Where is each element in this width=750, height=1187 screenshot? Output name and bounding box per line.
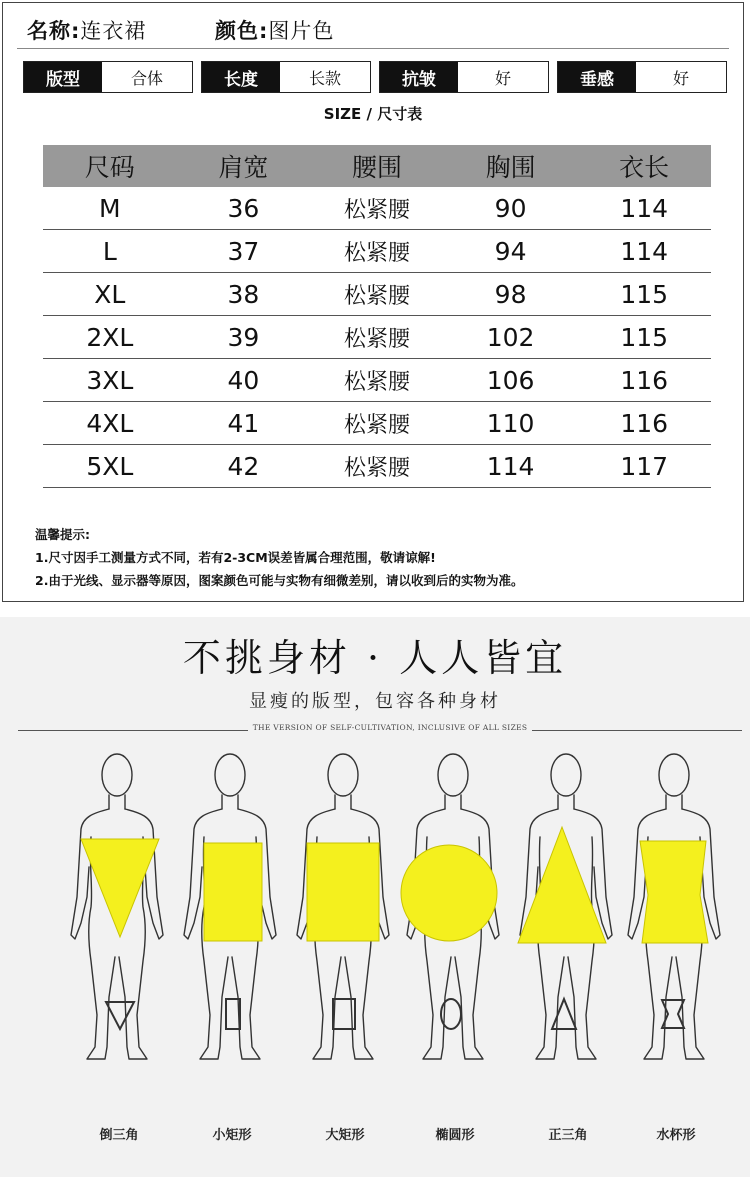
col-waist: 腰围 <box>351 153 402 182</box>
figure-label: 水杯形 <box>656 1128 696 1143</box>
col-shoulder: 肩宽 <box>218 153 269 182</box>
product-color-key: 颜色: <box>215 19 269 43</box>
neck-outline <box>445 795 461 809</box>
size-cell: M <box>99 193 121 223</box>
waist-cell: 松紧腰 <box>343 369 410 395</box>
attr-fit <box>23 61 193 93</box>
spec-sheet <box>2 2 744 602</box>
tips <box>35 523 523 592</box>
bust-cell: 106 <box>486 365 535 395</box>
size-chart-title: SIZE / 尺寸表 <box>323 105 423 123</box>
inverted-triangle-highlight <box>81 839 159 937</box>
large-rectangle-highlight <box>307 843 379 941</box>
neck-outline <box>666 795 682 809</box>
table-row <box>43 445 711 488</box>
triangle-icon <box>552 999 576 1029</box>
bust-cell: 102 <box>486 322 535 352</box>
length-cell: 115 <box>620 279 669 309</box>
table-row <box>43 273 711 316</box>
figure-label: 倒三角 <box>99 1128 139 1143</box>
waist-cell: 松紧腰 <box>343 455 410 481</box>
head-outline <box>215 754 245 796</box>
hourglass-highlight <box>640 841 708 943</box>
figure-large-rectangle <box>283 747 407 1177</box>
tips-line-2: 2.由于光线、显示器等原因，图案颜色可能与实物有细微差别，请以收到后的实物为准。 <box>35 573 524 588</box>
attr-fit-key: 版型 <box>24 62 102 92</box>
head-outline <box>659 754 689 796</box>
figure-hourglass <box>614 747 738 1177</box>
length-cell: 114 <box>620 236 669 266</box>
head-outline <box>328 754 358 796</box>
figure-triangle <box>506 747 630 1177</box>
length-cell: 115 <box>620 322 669 352</box>
section-subtitle: 显瘦的版型，包容各种身材 <box>249 691 501 712</box>
size-cell: 3XL <box>86 365 134 395</box>
table-row <box>43 316 711 359</box>
figure-oval <box>393 747 517 1177</box>
neck-outline <box>558 795 574 809</box>
size-table-header <box>43 145 711 187</box>
table-row <box>43 402 711 445</box>
size-table <box>43 145 711 488</box>
product-name-key: 名称: <box>27 19 81 43</box>
size-cell: 2XL <box>86 322 134 352</box>
waist-cell: 松紧腰 <box>343 326 410 352</box>
table-row <box>43 359 711 402</box>
header-divider <box>17 48 729 49</box>
table-row <box>43 187 711 230</box>
oval-highlight <box>401 845 497 941</box>
figure-label: 正三角 <box>548 1128 588 1143</box>
tips-title: 温馨提示: <box>35 527 90 542</box>
length-cell: 117 <box>620 451 669 481</box>
length-cell: 116 <box>620 408 669 438</box>
figure-inverted-triangle <box>57 747 181 1177</box>
attr-length-value: 长款 <box>280 62 370 92</box>
size-cell: 4XL <box>86 408 134 438</box>
col-size: 尺码 <box>84 153 135 182</box>
head-outline <box>551 754 581 796</box>
divider-left <box>18 730 248 731</box>
bust-cell: 90 <box>494 193 527 223</box>
oval-body-icon <box>393 747 517 1117</box>
waist-cell: 松紧腰 <box>343 412 410 438</box>
bust-cell: 114 <box>486 451 535 481</box>
figure-small-rectangle <box>170 747 294 1177</box>
table-row <box>43 230 711 273</box>
shoulder-cell: 36 <box>227 193 260 223</box>
attr-length <box>201 61 371 93</box>
product-name-value: 连衣裙 <box>80 19 147 43</box>
body-shapes-section <box>0 617 750 1177</box>
attr-wrinkle-key: 抗皱 <box>380 62 458 92</box>
head-outline <box>438 754 468 796</box>
section-title: 不挑身材 · 人人皆宜 <box>182 636 568 680</box>
length-cell: 114 <box>620 193 669 223</box>
divider-right <box>532 730 742 731</box>
size-cell: 5XL <box>86 451 134 481</box>
section-english-caption: THE VERSION OF SELF-CULTIVATION, INCLUSIVE OF ALL SIZES <box>252 723 528 732</box>
tips-line-1: 1.尺寸因手工测量方式不同，若有2-3CM误差皆属合理范围，敬请谅解! <box>35 550 436 565</box>
attr-drape-key: 垂感 <box>558 62 636 92</box>
col-length: 衣长 <box>619 153 670 182</box>
figure-label: 椭圆形 <box>435 1128 475 1143</box>
bust-cell: 110 <box>486 408 535 438</box>
neck-outline <box>109 795 125 809</box>
figure-label: 小矩形 <box>212 1128 252 1143</box>
attr-fit-value: 合体 <box>102 62 192 92</box>
shoulder-cell: 39 <box>227 322 260 352</box>
neck-outline <box>335 795 351 809</box>
length-cell: 116 <box>620 365 669 395</box>
bust-cell: 94 <box>494 236 527 266</box>
bust-cell: 98 <box>494 279 527 309</box>
triangle-body-icon <box>506 747 630 1117</box>
shoulder-cell: 38 <box>227 279 260 309</box>
shoulder-cell: 37 <box>227 236 260 266</box>
shoulder-cell: 42 <box>227 451 260 481</box>
attr-drape-value: 好 <box>636 62 726 92</box>
attr-length-key: 长度 <box>202 62 280 92</box>
size-cell: L <box>102 236 117 266</box>
large-rectangle-body-icon <box>283 747 407 1117</box>
shoulder-cell: 40 <box>227 365 260 395</box>
waist-cell: 松紧腰 <box>343 240 410 266</box>
shoulder-cell: 41 <box>227 408 260 438</box>
small-rectangle-body-icon <box>170 747 294 1117</box>
attr-drape <box>557 61 727 93</box>
product-name <box>27 15 146 45</box>
inverted-triangle-icon <box>106 1002 134 1029</box>
attr-wrinkle <box>379 61 549 93</box>
size-cell: XL <box>94 279 126 309</box>
col-bust: 胸围 <box>485 153 536 182</box>
waist-cell: 松紧腰 <box>343 283 410 309</box>
figure-label: 大矩形 <box>325 1128 365 1143</box>
product-color <box>215 15 334 45</box>
attr-wrinkle-value: 好 <box>458 62 548 92</box>
neck-outline <box>222 795 238 809</box>
head-outline <box>102 754 132 796</box>
inverted-triangle-body-icon <box>57 747 181 1117</box>
product-color-value: 图片色 <box>268 19 335 43</box>
waist-cell: 松紧腰 <box>343 197 410 223</box>
small-rectangle-highlight <box>204 843 262 941</box>
figure-row <box>0 747 750 1177</box>
hourglass-body-icon <box>614 747 738 1117</box>
